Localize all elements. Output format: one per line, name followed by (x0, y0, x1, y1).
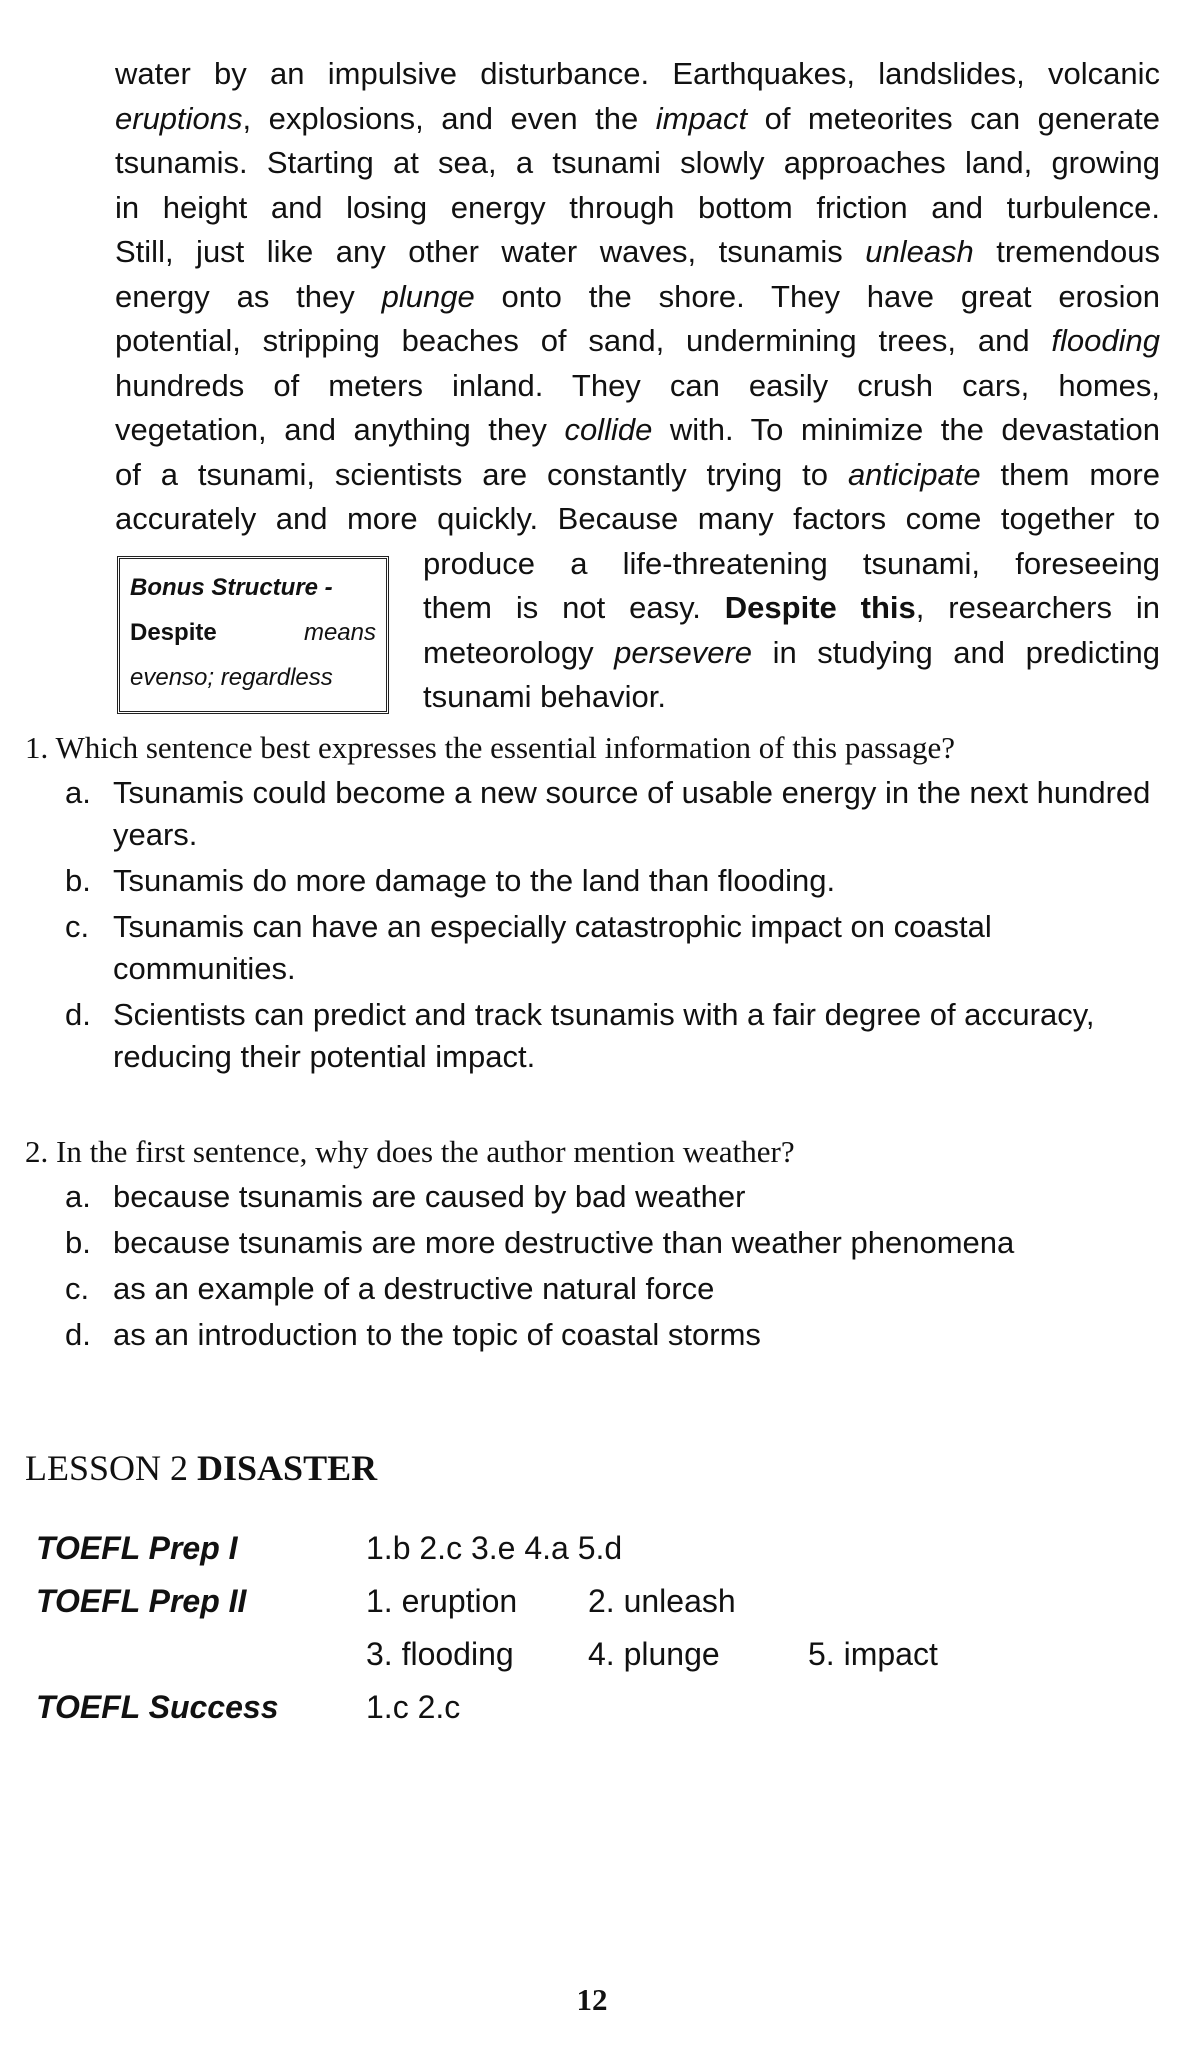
bonus-structure-box (117, 556, 389, 714)
prep2-answer: 5. impact (808, 1636, 938, 1672)
bonus-keyword-line (130, 610, 376, 655)
option-letter: c. (65, 909, 90, 944)
option-letter: a. (65, 1179, 91, 1214)
option-text: because tsunamis are caused by bad weather (113, 1179, 746, 1214)
answer-option[interactable] (25, 1268, 1165, 1310)
page-number: 12 (576, 1982, 608, 2017)
answer-option[interactable] (25, 994, 1165, 1078)
bonus-row (115, 542, 1160, 720)
answer-option[interactable] (25, 860, 1165, 902)
answer-option[interactable] (25, 1176, 1165, 1218)
option-letter: b. (65, 1225, 91, 1260)
question-stem: 1. Which sentence best expresses the essential information of this passage? (25, 730, 956, 765)
passage-line: water by an impulsive disturbance. Earthquakes, landslides, volcanic (115, 56, 1160, 91)
passage-line: Still, just like any other water waves, tsunamis unleash tremendous (115, 234, 1160, 269)
lesson-heading (25, 1447, 377, 1489)
option-text: Tsunamis can have an especially catastrophic impact on coastal communities. (113, 909, 992, 986)
prep1-label: TOEFL Prep I (36, 1530, 238, 1566)
question-1 (25, 728, 1165, 1078)
passage-line: tsunami behavior. (423, 679, 666, 714)
passage-line: meteorology persevere in studying and predicting (423, 634, 1160, 670)
option-letter: d. (65, 997, 91, 1032)
passage-line: accurately and more quickly. Because many factors come together to (115, 501, 1160, 536)
passage-line: in height and losing energy through bottom friction and turbulence. (115, 189, 1160, 225)
passage-line: potential, stripping beaches of sand, undermining trees, and flooding (115, 323, 1160, 358)
option-letter: c. (65, 1271, 90, 1306)
answer-option[interactable] (25, 906, 1165, 990)
bonus-keyword: Despite (130, 618, 217, 646)
option-letter: d. (65, 1317, 91, 1352)
option-letter: a. (65, 775, 91, 810)
reading-passage (115, 52, 1160, 720)
passage-line: them is not easy. Despite this, researchers in (423, 590, 1160, 625)
question-stem: 2. In the first sentence, why does the author mention weather? (25, 1134, 795, 1169)
option-text: as an example of a destructive natural force (113, 1271, 715, 1306)
prep2-answer: 4. plunge (588, 1636, 720, 1672)
prep2-answer: 2. unleash (588, 1583, 736, 1619)
bonus-title: Bonus Structure - (130, 573, 333, 601)
lesson-prefix: LESSON 2 (25, 1448, 198, 1488)
passage-line: vegetation, and anything they collide with. To minimize the devastation (115, 412, 1160, 447)
answer-option[interactable] (25, 772, 1165, 856)
prep2-answer: 3. flooding (366, 1636, 514, 1672)
lesson-name: DISASTER (197, 1448, 378, 1488)
option-text: as an introduction to the topic of coastal storms (113, 1317, 761, 1352)
bonus-definition: evenso; regardless (130, 663, 333, 691)
success-label: TOEFL Success (36, 1689, 279, 1725)
passage-line: hundreds of meters inland. They can easily crush cars, homes, (115, 367, 1160, 403)
passage-line: of a tsunami, scientists are constantly trying to anticipate them more (115, 456, 1160, 492)
passage-line: tsunamis. Starting at sea, a tsunami slowly approaches land, growing (115, 145, 1160, 180)
success-answers: 1.c 2.c (366, 1689, 461, 1725)
prep2-answer: 1. eruption (366, 1583, 518, 1619)
option-text: Tsunamis do more damage to the land than flooding. (113, 863, 836, 898)
answer-option[interactable] (25, 1222, 1165, 1264)
answer-option[interactable] (25, 1314, 1165, 1356)
passage-line: eruptions, explosions, and even the impact of meteorites can generate (115, 100, 1161, 136)
prep2-label: TOEFL Prep II (36, 1583, 247, 1619)
option-text: Scientists can predict and track tsunamis with a fair degree of accuracy, reducing their potential impact. (113, 997, 1095, 1074)
prep1-answers: 1.b 2.c 3.e 4.a 5.d (366, 1530, 623, 1566)
passage-line: produce a life-threatening tsunami, foreseeing (423, 545, 1160, 581)
passage-wrapped-text (423, 542, 1160, 720)
option-text: because tsunamis are more destructive than weather phenomena (113, 1225, 1015, 1260)
option-letter: b. (65, 863, 91, 898)
question-2 (25, 1132, 1165, 1356)
bonus-means: means (303, 618, 376, 646)
option-text: Tsunamis could become a new source of usable energy in the next hundred years. (113, 775, 1151, 852)
passage-line: energy as they plunge onto the shore. They have great erosion (115, 278, 1160, 314)
